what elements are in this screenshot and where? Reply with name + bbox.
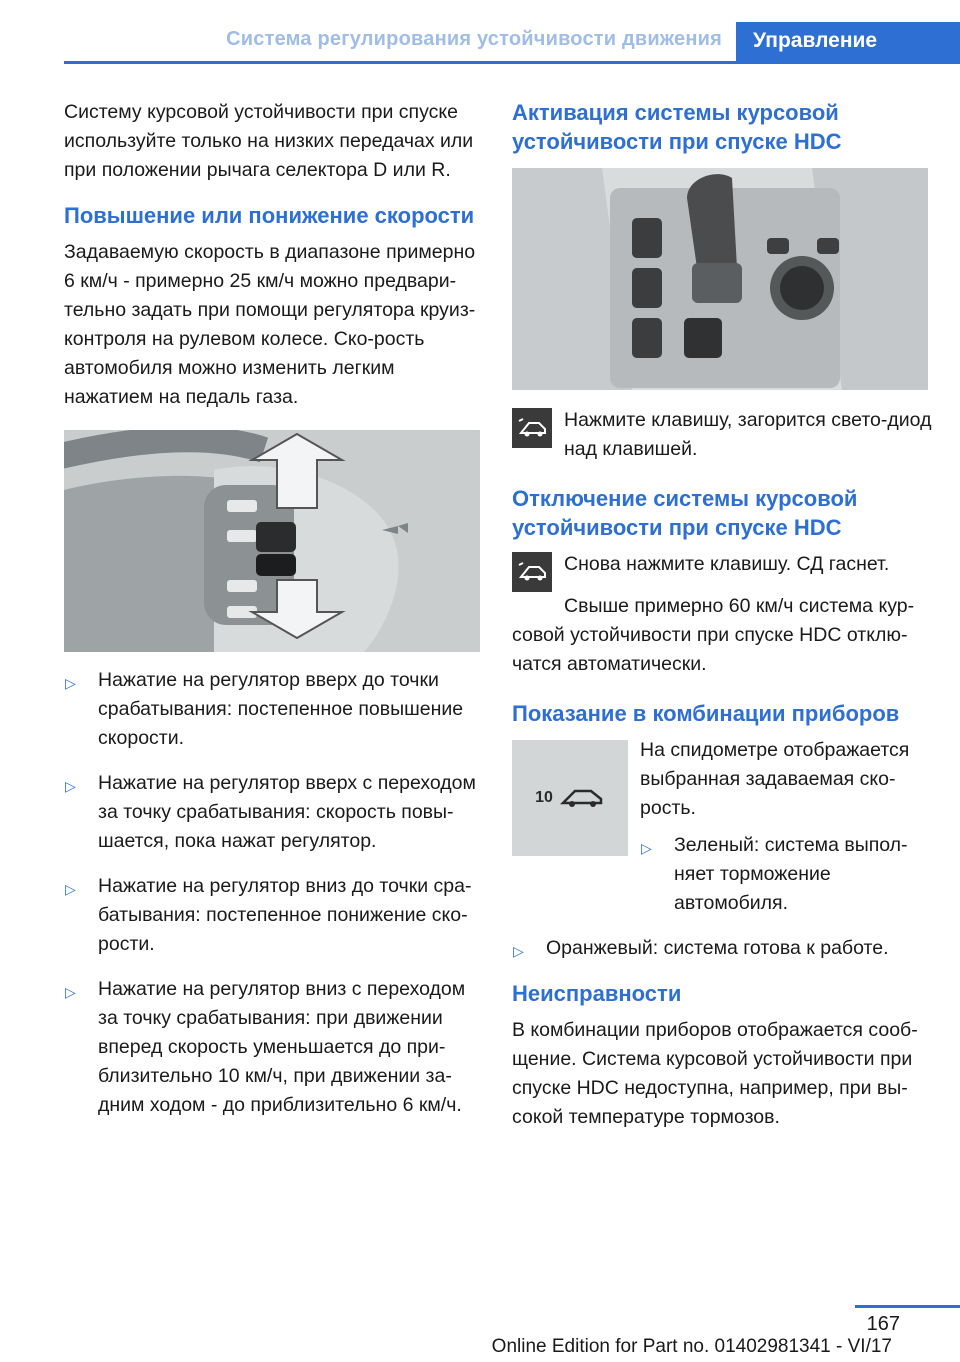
triangle-right-icon: ▷ [513, 943, 524, 959]
footer-rule [855, 1305, 960, 1308]
list-item: ▷ Оранжевый: система готова к работе. [512, 934, 932, 963]
page-number: 167 [866, 1313, 900, 1335]
heading-instrument-display: Показание в комбинации приборов [512, 701, 900, 726]
speed-change-paragraph: Задаваемую скорость в диапазоне примерно 6 км/ч - примерно 25 км/ч можно предвари-тельно задать при помощи регулятора круиз-контроля на рулевом колесе. Ско-рость автомобиля можно изменить легким нажатием на педаль газа. [64, 241, 476, 408]
hill-descent-car-icon [559, 783, 605, 814]
deactivate-instruction [512, 550, 932, 592]
heading-faults: Неисправности [512, 981, 682, 1006]
list-item: ▷ Нажатие на регулятор вниз с переходом за точку срабатывания: при движении вперед скорость уменьшается до при-близительно 10 км/ч, при движении за-дним ходом - до приблизительно 6 км/ч. [65, 978, 466, 1116]
header-rule [64, 61, 960, 64]
heading-speed-change: Повышение или понижение скорости [64, 203, 475, 228]
triangle-right-icon: ▷ [65, 881, 76, 897]
header-section-title: Система регулирования устойчивости движения [226, 28, 722, 50]
triangle-right-icon: ▷ [65, 778, 76, 794]
list-item: ▷ Зеленый: система выпол-няет торможение автомобиля. [641, 834, 908, 914]
heading-deactivate-hdc: Отключение системы курсовой устойчивости при спуске HDC [512, 486, 858, 540]
deactivate-text-2: Свыше примерно 60 км/ч система кур-совой устойчивости при спуске HDC отклю-чатся автоматически. [512, 595, 915, 675]
faults-paragraph: В комбинации приборов отображается сооб-щение. Система курсовой устойчивости при спуске HDC недоступна, например, при вы-сокой температуре тормозов. [512, 1019, 918, 1128]
deactivate-text-1: Снова нажмите клавишу. СД гаснет. [564, 553, 890, 575]
left-column [64, 98, 482, 1136]
hill-descent-car-icon [512, 552, 552, 592]
list-item: ▷ Нажатие на регулятор вверх с переходом за точку срабатывания: скорость повы-шается, пока нажат регулятор. [65, 772, 476, 852]
steering-wheel-photo [64, 430, 480, 652]
triangle-right-icon: ▷ [641, 840, 652, 856]
list-item: ▷ Нажатие на регулятор вниз до точки сра-батывания: постепенное понижение ско-рости. [65, 875, 472, 955]
display-text: На спидометре отображается выбранная задаваемая ско-рость. [640, 739, 910, 819]
instrument-display-block [512, 736, 932, 934]
center-console-photo [512, 168, 928, 390]
intro-paragraph: Систему курсовой устойчивости при спуске используйте только на низких передачах или при положении рычага селектора D или R. [64, 101, 474, 181]
right-column [512, 98, 932, 1144]
triangle-right-icon: ▷ [65, 675, 76, 691]
activate-text: Нажмите клавишу, загорится свето-диод над клавишей. [564, 409, 932, 460]
speedometer-hdc-indicator [512, 740, 628, 856]
indicator-speed-value: 10 [535, 789, 553, 806]
hill-descent-car-icon [512, 408, 552, 448]
heading-activate-hdc: Активация системы курсовой устойчивости при спуске HDC [512, 100, 842, 154]
edition-note: Online Edition for Part no. 01402981341 - VI/17 [491, 1336, 892, 1357]
activate-instruction [512, 406, 932, 464]
header-chapter-tab: Управление [736, 22, 960, 64]
list-item: ▷ Нажатие на регулятор вверх до точки срабатывания: постепенное повышение скорости. [65, 669, 464, 749]
triangle-right-icon: ▷ [65, 984, 76, 1000]
speed-bullets [64, 666, 482, 1120]
